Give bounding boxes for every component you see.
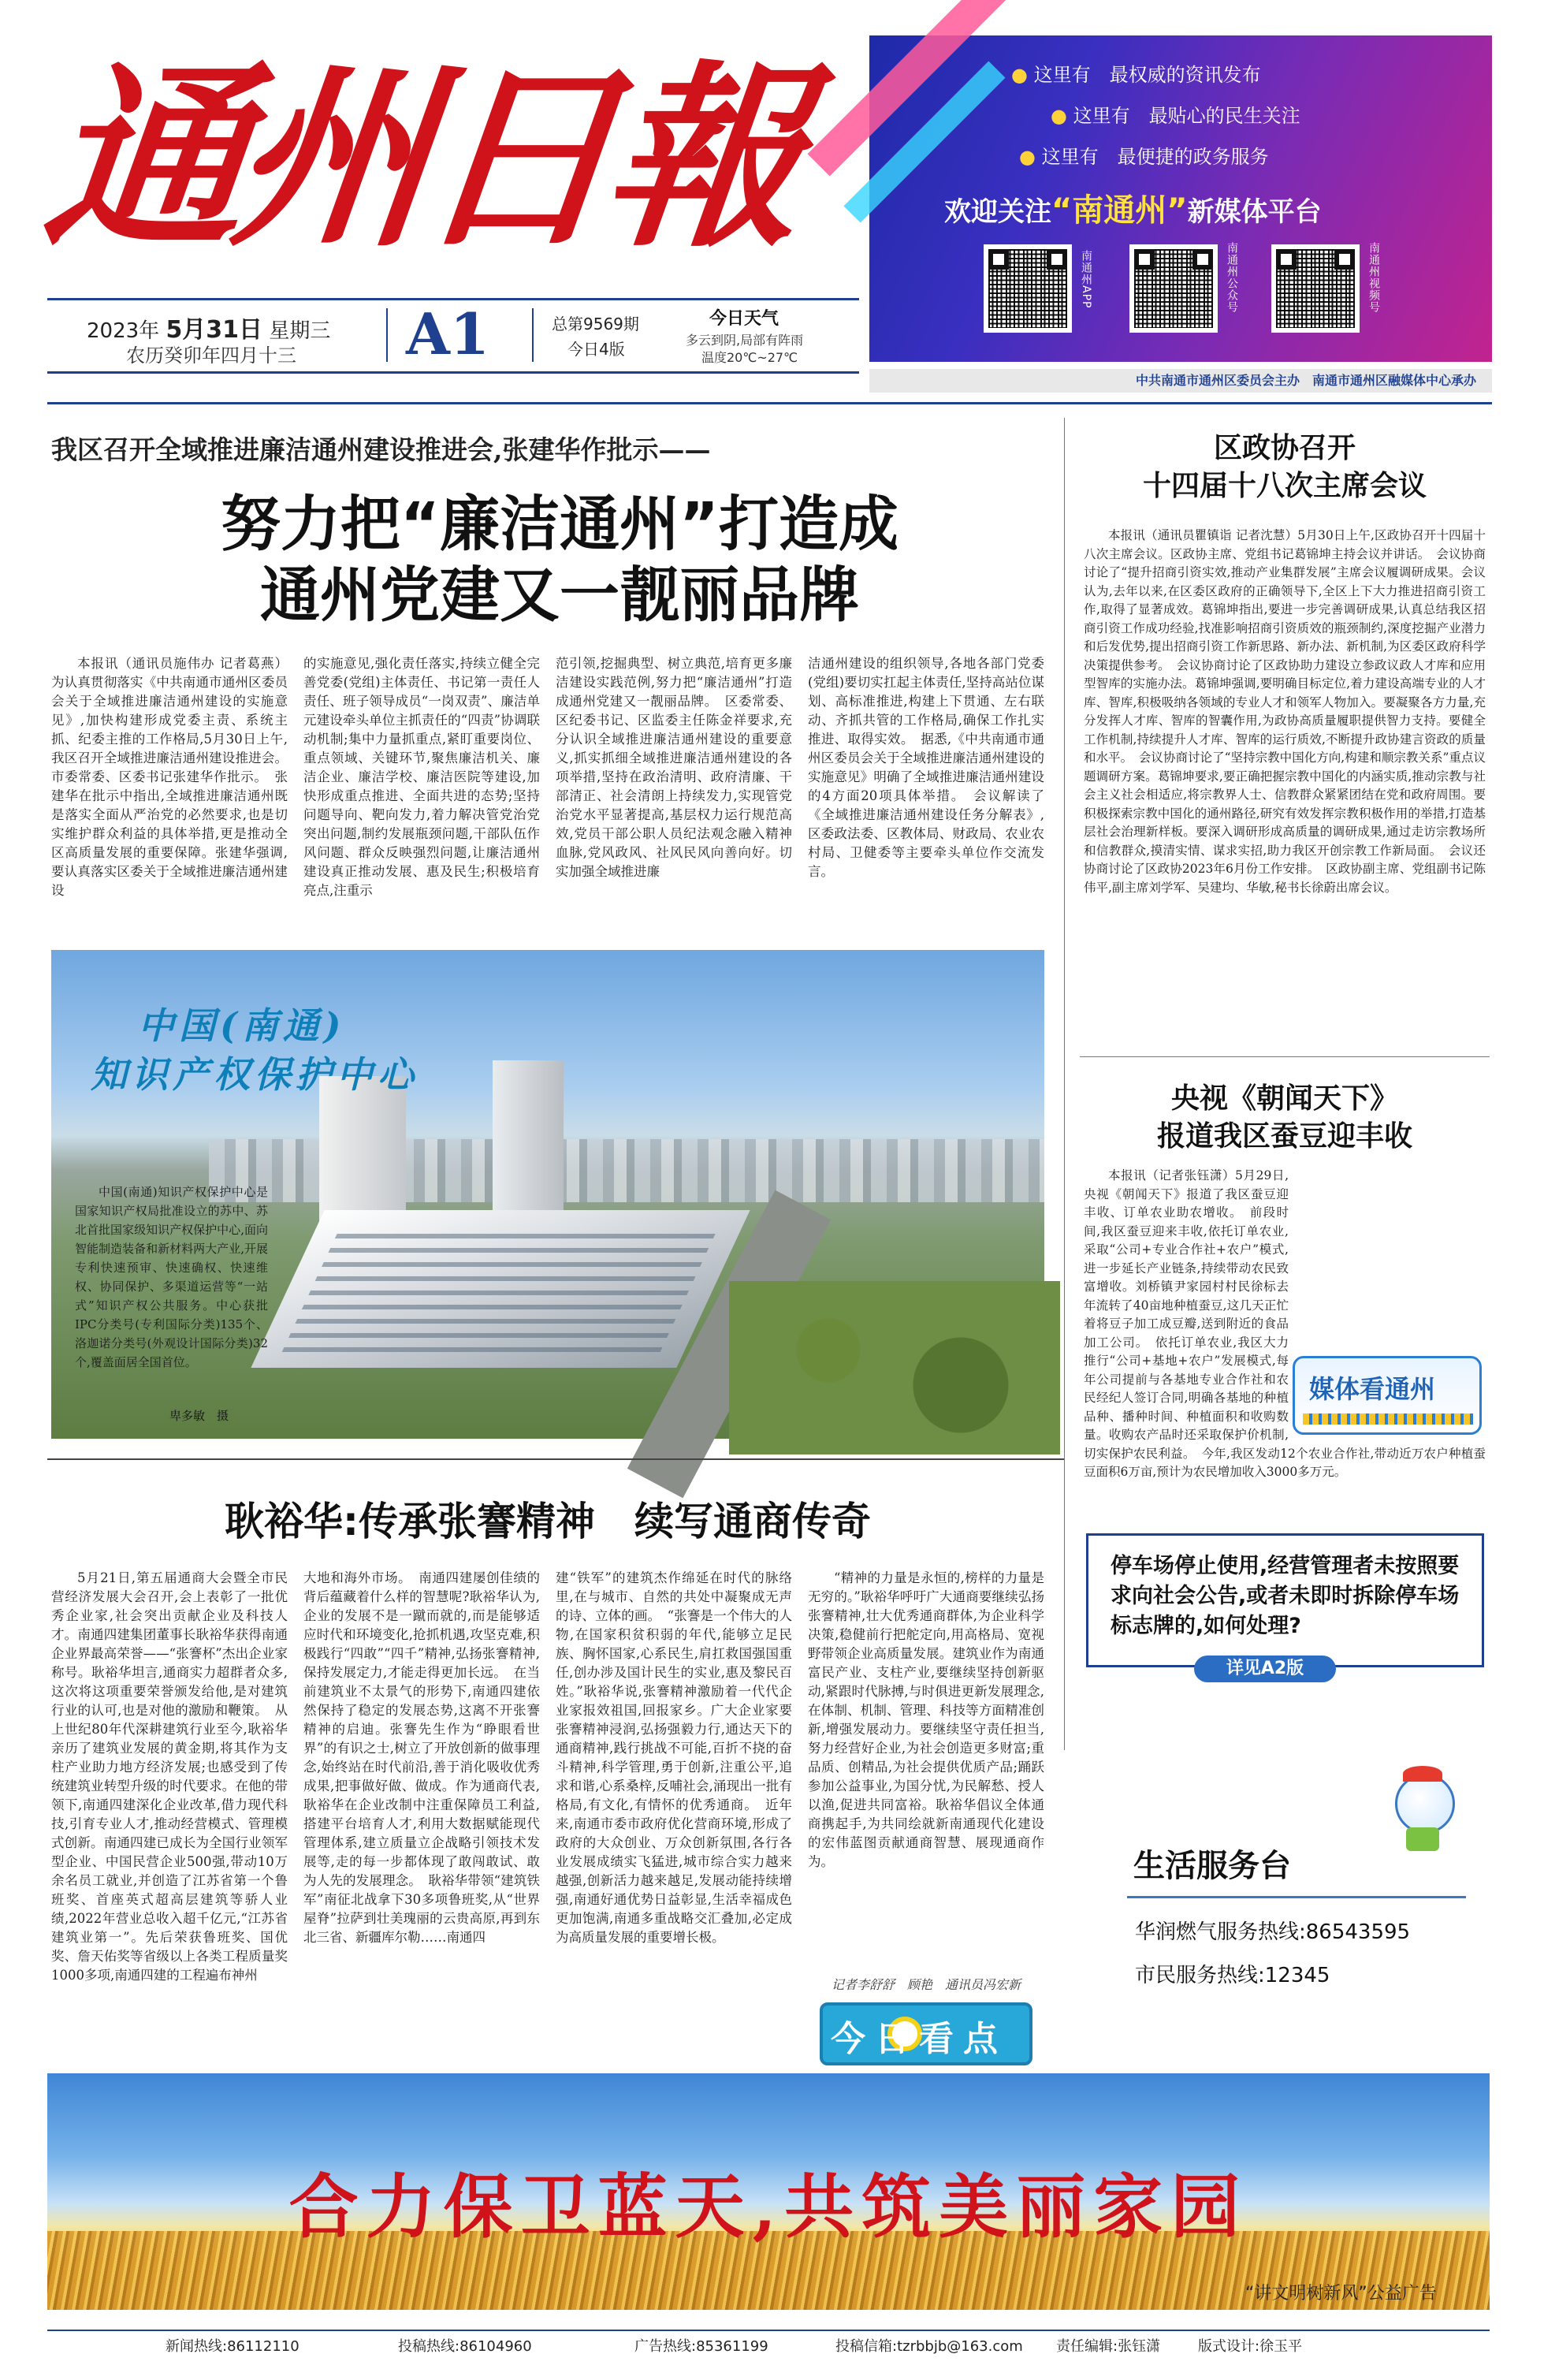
footer-editor: 责任编辑:张钰潇	[1056, 2338, 1161, 2355]
feature-column-1-text: 5月21日,第五届通商大会暨全市民营经济发展大会召开,会上表彰了一批优秀企业家,社会突出贡献企业及科技人才。南通四建集团董事长耿裕华获得南通企业界最高荣誉——“张謇杯”杰出企业家称号。耿裕华坦言,通商实力超群者众多,这次将这项重要荣誉颁发给他,是对建筑行业的认可,也是对他的激励和鞭策。 从上世纪80年代深耕建筑行业至今,耿裕华亲历了建筑业发展的黄金期,将其作为支柱产业助力地方经济发展;也感受到了传统建筑业转型升级的时代要求。在他的带领下,南通四建深化企业改革,借力现代科技,引育专业人才,推动经营模式、管理模式创新。南通四建已成长为全国行业领军型企业、中国民营企业500强,带动10万余名员工就业,并创造了江苏省第一个鲁班奖、首座英式超高层建筑等骄人业绩,2022年营业总收入超千亿元,“江苏省建筑业第一”。先后荣获鲁班奖、国优奖、詹天佑奖等省级以上各类工程质量奖1000多项,南通四建的工程遍布神州	[51, 1570, 288, 1983]
feature-column-3	[556, 1569, 792, 2065]
cppcc-body-text: 本报讯（通讯员瞿镇诣 记者沈慧）5月30日上午,区政协召开十四届十八次主席会议。区政协主席、党组书记葛锦坤主持会议并讲话。 会议协商讨论了“提升招商引资实效,推动产业集群发展”主席会议履调研成果。会议认为,去年以来,在区委区政府的正确领导下,全区上下大力推进招商引资工作,取得了显著成效。葛锦坤指出,要进一步完善调研成果,认真总结我区招商引资工作成功经验,找准影响招商引资质效的瓶颈制约,深度挖掘产业潜力和后发优势,提出招商引资工作新思路、新办法、新机制,为区委区政府科学决策提供参考。 会议协商讨论了区政协助力建设立参政议政人才库和应用型智库的实施办法。葛锦坤强调,要明确目标定位,着力建设高端专业的人才库、智库,积极吸纳各领域的专业人才和领军人物加入。要凝聚各方力量,充分发挥人才库、智库的智囊作用,为政协高质量履职提供智力支持。要健全工作机制,持续提升人才库、智库的运行质效,不断提升政协建言资政的质量和水平。 会议协商讨论了“坚持宗教中国化方向,构建和顺宗教关系”重点议题调研方案。葛锦坤要求,要正确把握宗教中国化的内涵实质,推动宗教与社会主义社会相适应,将宗教界人士、信教群众紧紧团结在党和政府周围。要积极探索宗教中国化的通州路径,研究有效发挥宗教积极作用的举措,打造基层社会治理新样板。要深入调研形成高质量的调研成果,通过走访宗教场所和信教群众,摸清实情、谋求实招,助力我区开创宗教工作新局面。 会议还协商讨论了区政协2023年6月份工作安排。 区政协副主席、党组副书记陈伟平,副主席刘学军、吴建均、华敏,秘书长徐蔚出席会议。	[1084, 528, 1486, 895]
welcome-pre: 欢迎关注	[944, 196, 1051, 228]
banner-line-1-text: 这里有 最权威的资讯发布	[1033, 64, 1261, 86]
trees	[729, 1281, 1060, 1454]
today-watch-badge[interactable]	[820, 2002, 1032, 2065]
footer-bar	[47, 2330, 1490, 2363]
feature-column-2	[303, 1569, 540, 2065]
header-divider	[47, 402, 1492, 404]
lead-kicker: 我区召开全域推进廉洁通州建设推进会,张建华作批示——	[51, 434, 711, 465]
photo-caption	[75, 1183, 268, 1372]
cctv-headline-line2: 报道我区蚕豆迎丰收	[1156, 1120, 1412, 1153]
banner-line-3	[1019, 141, 1269, 169]
feature-column-3-text: 建“铁军”的建筑杰作绵延在时代的脉络里,在与城市、自然的共处中凝聚成无声的诗、立体的画。 “张謇是一个伟大的人物,在国家积贫积弱的年代,能够立足民族、胸怀国家,心系民生,肩扛救国强国重任,创办涉及国计民生的实业,惠及黎民百姓。”耿裕华说,张謇精神激励着一代代企业家报效祖国,回报家乡。广大企业家要张謇精神浸润,弘扬强毅力行,通达天下的通商精神,践行挑战不可能,百折不挠的奋斗精神,科学管理,勇于创新,注重公平,追求和谐,心系桑梓,反哺社会,涌现出一批有格局,有文化,有情怀的优秀通商。 近年来,南通市委市政府优化营商环境,形成了政府的大众创业、万众创新氛围,各行各业发展成绩实飞猛进,城市综合实力越来越强,创新活力越来越足,发展动能持续增强,南通好通优势日益彰显,生活幸福成色更加饱满,南通多重战略交汇叠加,必定成为高质量发展的重要增长极。	[556, 1570, 792, 1945]
qr-label-app: 南通州APP	[1080, 250, 1092, 309]
today-watch-text: 今日看点	[831, 2019, 1007, 2059]
media-badge-text: 媒体看通州	[1309, 1374, 1436, 1404]
qr-code-app[interactable]	[984, 244, 1072, 333]
cctv-headline-line1: 央视《朝闻天下》	[1170, 1082, 1398, 1115]
feature-headline: 耿裕华:传承张謇精神 续写通商传奇	[225, 1499, 871, 1544]
issue-number: 总第9569期	[552, 315, 639, 333]
lunar-date: 农历癸卯年四月十三	[126, 345, 296, 367]
mascot-body	[1406, 1827, 1439, 1851]
photo-sign	[91, 1001, 419, 1099]
cppcc-body	[1084, 527, 1486, 1028]
feature-column-4-text: “精神的力量是永恒的,榜样的力量是无穷的。”耿裕华呼吁广大通商要继续弘扬张謇精神,壮大优秀通商群体,为企业科学决策,稳健前行把舵定向,用高格局、宽视野带领企业高质量发展。建筑业作为南通富民产业、支柱产业,要继续坚持创新驱动,紧跟时代脉搏,与时俱进更新发展理念,在体制、机制、管理、科技等方面精准创新,增强发展动力。要继续坚守责任担当,努力经营好企业,为社会创造更多财富;重品质、创精品,为社会提供优质产品;踊跃参加公益事业,为国分忧,为民解愁、授人以渔,促进共同富裕。耿裕华倡议全体通商携起手,为共同绘就新南通现代化建设的宏伟蓝图贡献通商智慧、展现通商作为。	[808, 1570, 1044, 1869]
life-service-underline	[1127, 1896, 1466, 1898]
bullet-icon: ●	[1019, 146, 1036, 168]
footer-news-hotline: 新闻热线:86112110	[166, 2338, 299, 2355]
footer-submit-hotline: 投稿热线:86104960	[398, 2338, 532, 2355]
citizen-hotline: 市民服务热线:12345	[1135, 1964, 1330, 1987]
media-badge-stripe	[1303, 1413, 1473, 1425]
lead-column-1	[51, 654, 288, 930]
lead-column-3	[556, 654, 792, 930]
sponsor-text: 中共南通市通州区委员会主办 南通市通州区融媒体中心承办	[1135, 373, 1476, 388]
lead-column-4	[808, 654, 1044, 930]
banner-line-3-text: 这里有 最便捷的政务服务	[1041, 146, 1269, 168]
weather-title: 今日天气	[709, 309, 779, 329]
welcome-brand: “南通州”	[1051, 192, 1188, 229]
footer-email[interactable]: 投稿信箱:tzrbbjb@163.com	[835, 2338, 1023, 2355]
banner-slogan: 合力保卫蓝天,共筑美丽家园	[288, 2166, 1248, 2248]
bullet-icon: ●	[1051, 105, 1067, 127]
public-service-banner	[47, 2073, 1490, 2310]
date-bar	[47, 298, 859, 374]
date-year: 2023年	[87, 319, 160, 343]
divider	[532, 308, 534, 362]
lead-headline	[150, 489, 969, 631]
sponsor-bar	[869, 369, 1492, 393]
lead-column-4-text: 洁通州建设的组织领导,各地各部门党委(党组)要切实扛起主体责任,坚持高站位谋划、高标准推进,构建上下贯通、左右联动、齐抓共管的工作格局,确保工作扎实推进、取得实效。 据悉,《中共南通市通州区委员会关于全域推进廉洁通州建设的实施意见》明确了全域推进廉洁通州建设的4方面20项具体举措。 会议解读了《全域推进廉洁通州建设任务分解表》,区委政法委、区教体局、财政局、农业农村局、卫健委等主要牵头单位作交流发言。	[808, 656, 1044, 879]
tower-right	[493, 1060, 564, 1234]
page-code: A1	[406, 300, 489, 367]
cppcc-headline-line2: 十四届十八次主席会议	[1142, 470, 1427, 502]
qr-code-wechat[interactable]	[1129, 244, 1218, 333]
date-week: 星期三	[269, 319, 331, 343]
mascot-icon	[1379, 1766, 1466, 1853]
lead-column-2	[303, 654, 540, 930]
main-building-facade	[282, 1226, 720, 1352]
newspaper-title: 通州日報	[36, 42, 805, 274]
welcome-post: 新媒体平台	[1187, 196, 1322, 228]
banner-line-2	[1051, 100, 1300, 128]
cctv-headline	[1088, 1080, 1482, 1156]
feature-byline: 记者李舒舒 顾艳 通讯员冯宏新	[832, 1977, 1021, 1992]
weather-desc: 多云到阴,局部有阵雨	[686, 333, 804, 348]
new-media-banner[interactable]	[869, 35, 1492, 362]
feature-column-4	[808, 1569, 1044, 1963]
footer-ad-hotline: 广告热线:85361199	[634, 2338, 768, 2355]
mascot-hat	[1403, 1766, 1442, 1782]
date-day: 5月31日	[166, 316, 263, 344]
feature-photo	[51, 950, 1044, 1439]
cppcc-headline-line1: 区政协召开	[1213, 432, 1356, 464]
lead-column-3-text: 范引领,挖掘典型、树立典范,培育更多廉洁建设实践范例,努力把“廉洁通州”打造成通州党建又一靓丽品牌。 区委常委、区纪委书记、区监委主任陈金祥要求,充分认识全域推进廉洁通州建设的重要意义,抓实抓细全域推进廉洁通州建设的各项举措,坚持在政治清明、政府清廉、干部清正、社会清朗上持续发力,实现管党治党水平显著提高,基层权力运行规范高效,党员干部公职人员纪法观念融入精神血脉,党风政风、社风民风向善向好。切实加强全域推进廉	[556, 656, 792, 879]
column-separator	[1064, 418, 1065, 1750]
bullet-icon: ●	[1011, 64, 1028, 86]
lead-headline-line1: 努力把“廉洁通州”打造成	[221, 489, 898, 559]
weather-temp: 温度20℃~27℃	[701, 350, 798, 365]
life-service-title: 生活服务台	[1133, 1848, 1291, 1884]
cppcc-headline	[1088, 430, 1482, 505]
lead-column-1-text: 本报讯（通讯员施伟办 记者葛燕）为认真贯彻落实《中共南通市通州区委员会关于全域推进廉洁通州建设的实施意见》,加快构建形成党委主责、系统主抓、纪委主推的工作格局,5月30日上午,我区召开全域推进廉洁通州建设推进会。市委常委、区委书记张建华作批示。 张建华在批示中指出,全域推进廉洁通州既是落实全面从严治党的必然要求,也是切实维护群众利益的具体举措,更是推动全区高质量发展的重要保障。张建华强调,要认真落实区委关于全域推进廉洁通州建设	[51, 656, 288, 898]
section-divider	[1080, 1056, 1490, 1057]
life-service-panel	[1119, 1766, 1482, 2018]
page-count: 今日4版	[567, 340, 625, 359]
masthead	[36, 32, 859, 300]
cctv-body-text: 本报讯（记者张钰潇）5月29日,央视《朝闻天下》报道了我区蚕豆迎丰收、订单农业助农增收。 前段时间,我区蚕豆迎来丰收,依托订单农业,采取“公司+专业合作社+农户”模式,进一步延长产业链条,持续带动农民致富增收。刘桥镇尹家园村村民徐标去年流转了40亩地种植蚕豆,这几天正忙着将豆子加工成豆瓣,送到附近的食品加工公司。 依托订单农业,我区大力推行“公司+基地+农户”发展模式,每年公司提前与各基地专业合作社和农民经纪人签订合同,明确各基地的种植品种、播种时间、种植面积和收购数量。收购农产品时还采取保护价机制,切实保护农民利益。 今年,我区发动12个农业合作社,带动近万农户种植蚕豆面积6万亩,预计为农民增加收入3000多万元。	[1084, 1168, 1486, 1479]
footer-designer: 版式设计:徐玉平	[1198, 2338, 1303, 2355]
parking-link-button[interactable]: 详见A2版	[1194, 1656, 1336, 1682]
mid-divider	[47, 1458, 1064, 1460]
banner-welcome	[944, 185, 1322, 230]
banner-credit: “讲文明树新风”公益广告	[1245, 2284, 1437, 2304]
mascot-head	[1395, 1774, 1455, 1834]
parking-qa-box[interactable]	[1086, 1533, 1484, 1667]
divider	[386, 308, 388, 362]
feature-column-2-text: 大地和海外市场。 南通四建屡创佳绩的背后蕴藏着什么样的智慧呢?耿裕华认为,企业的发展不是一蹴而就的,而是能够适应时代和环境变化,抢抓机遇,攻坚克难,积极践行“四敢”“四千”精神,弘扬张謇精神,保持发展定力,才能走得更加长远。 在当前建筑业不太景气的形势下,南通四建依然保持了稳定的发展态势,这离不开张謇精神的启迪。张謇先生作为“睁眼看世界”的有识之士,树立了开放创新的做事理念,始终站在时代前沿,善于消化吸收优秀成果,把事做好做、做成。作为通商代表,耿裕华在企业改制中注重保障员工利益,搭建平台培育人才,利用大数据赋能现代管理体系,建立质量立企战略引领技术发展等,走的每一步都体现了敢闯敢试、敢为人先的发展理念。 耿裕华带领“建筑铁军”南征北战拿下30多项鲁班奖,从“世界屋脊”拉萨到壮美瑰丽的云贵高原,再到东北三省、新疆库尔勒……南通四	[303, 1570, 540, 1945]
photo-sign-line2: 知识产权保护中心	[91, 1053, 419, 1096]
photo-caption-text: 中国(南通)知识产权保护中心是国家知识产权局批准设立的苏中、苏北首批国家级知识产权保护中心,面向智能制造装备和新材料两大产业,开展专利快速预审、快速确权、快速维权、协同保护、多渠道运营等“一站式”知识产权公共服务。中心获批IPC分类号(专利国际分类)135个、洛迦诺分类号(外观设计国际分类)32个,覆盖面居全国首位。	[75, 1185, 268, 1369]
banner-line-2-text: 这里有 最贴心的民生关注	[1073, 105, 1300, 127]
parking-question: 停车场停止使用,经营管理者未按照要求向社会公告,或者未即时拆除停车场标志牌的,如何处理?	[1111, 1554, 1460, 1638]
qr-label-wechat: 南通州公众号	[1226, 242, 1238, 313]
photo-credit: 卑多敏 摄	[169, 1409, 229, 1423]
media-badge[interactable]	[1293, 1356, 1482, 1435]
qr-code-video[interactable]	[1271, 244, 1360, 333]
banner-line-1	[1011, 59, 1261, 87]
lead-column-2-text: 的实施意见,强化责任落实,持续立健全完善党委(党组)主体责任、书记第一责任人责任、班子领导成员“一岗双责”、廉洁单元建设牵头单位主抓责任的“四责”协调联动机制;集中力量抓重点,紧盯重要岗位、重点领域、关键环节,聚焦廉洁机关、廉洁企业、廉洁学校、廉洁医院等建设,加快形成重点推进、全面共进的态势;坚持问题导向、靶向发力,着力解决管党治党突出问题,制约发展瓶颈问题,干部队伍作风问题、群众反映强烈问题,让廉洁通州建设真正推动发展、惠及民生;积极培育亮点,注重示	[303, 656, 540, 898]
qr-label-video: 南通州视频号	[1367, 242, 1380, 313]
photo-sign-line1: 中国(南通)	[138, 1004, 346, 1047]
gas-hotline: 华润燃气服务热线:86543595	[1135, 1920, 1411, 1944]
feature-column-1	[51, 1569, 288, 2065]
lead-headline-line2: 通州党建又一靓丽品牌	[260, 560, 859, 630]
